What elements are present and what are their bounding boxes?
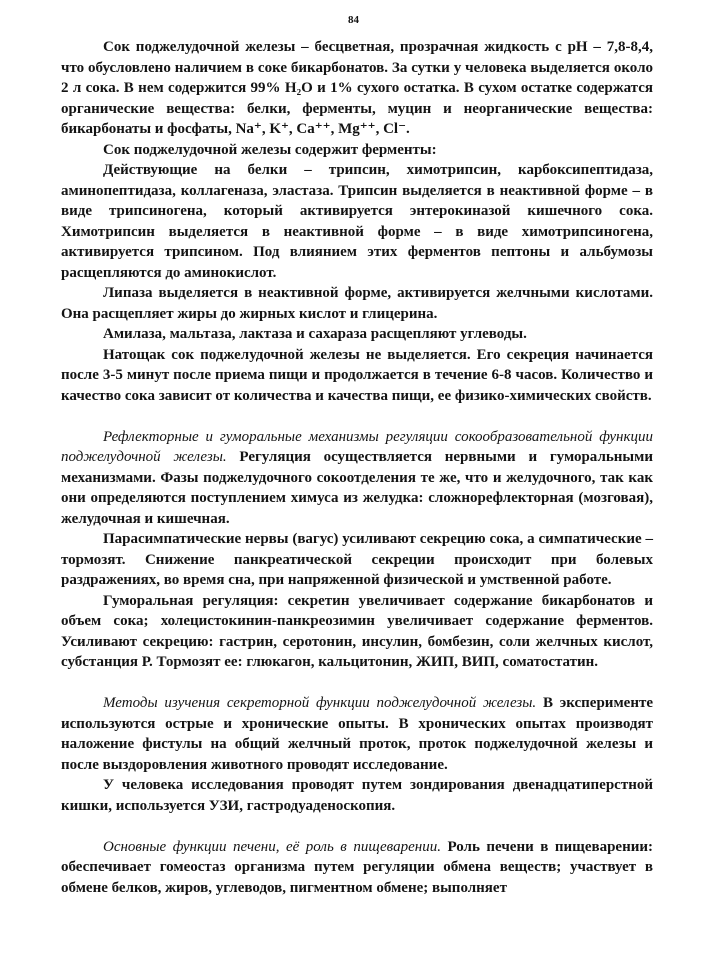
paragraph [61,324,653,345]
paragraph [61,283,653,324]
paragraph [61,37,653,140]
paragraph [61,140,653,161]
section-paragraph [61,693,653,775]
section-heading: Основные функции печени, её роль в пищеварении. [103,838,441,855]
paragraph-text: Сок поджелудочной железы содержит ферменты: [103,141,437,158]
paragraph-text: В эксперименте используются острые и хронические опыты. В хронических опытах производят наложение фистулы на общий желчный проток, проток поджелудочной железы и после выздоровления животного проводят исследование. [61,695,653,773]
paragraph-text: У человека исследования проводят путем зондирования двенадцатиперстной кишки, используется УЗИ, гастродуаденоскопия. [61,777,653,814]
paragraph-text: Липаза выделяется в неактивной форме, активируется желчными кислотами. Она расщепляет жиры до жирных кислот и глицерина. [61,285,653,322]
paragraph-text: Гуморальная регуляция: секретин увеличивает содержание бикарбонатов и объем сока; холецистокинин-панкреозимин увеличивает содержание ферментов. Усиливают секрецию: гастрин, серотонин, инсулин, бомбезин, соли желчных кислот, субстанция Р. Тормозят ее: глюкагон, кальцитонин, ЖИП, ВИП, соматостатин. [61,592,653,670]
paragraph [61,345,653,407]
section-paragraph [61,837,653,899]
paragraph-text: Действующие на белки – трипсин, химотрипсин, карбоксипептидаза, аминопептидаза, коллагеназа, эластаза. Трипсин выделяется в неактивной форме – в виде трипсиногена, который активируется энтерокиназой кишечного сока. Химотрипсин выделяется в неактивной форме – в виде химотрипсиногена, активируется трипсином. Под влиянием этих ферментов пептоны и альбумозы расщепляются до аминокислот. [61,162,653,281]
page-number: 84 [348,14,359,26]
section-paragraph [61,427,653,530]
paragraph [61,529,653,591]
paragraph-text: Амилаза, мальтаза, лактаза и сахараза расщепляют углеводы. [103,326,527,342]
paragraph [61,591,653,673]
paragraph-text: Натощак сок поджелудочной железы не выделяется. Его секреция начинается после 3-5 минут после приема пищи и продолжается в течение 6-8 часов. Количество и качество сока зависит от количества и качества пищи, ее физико-химических свойств. [61,346,653,404]
paragraph-text: Парасимпатические нервы (вагус) усиливают секрецию сока, а симпатические – тормозят. Снижение панкреатической секреции происходит при болевых раздражениях, во время сна, при напряженной физической и умственной работе. [61,531,653,588]
section-heading: Методы изучения секреторной функции поджелудочной железы. [103,695,537,711]
paragraph-text: Регуляция осуществляется нервными и гуморальными механизмами. Фазы поджелудочного сокоотделения те же, что и желудочного, так как они определяются поступлением химуса из желудка: сложнорефлекторная (мозговая), желудочная и кишечная. [61,449,653,527]
section-heading: Рефлекторные и гуморальные механизмы регуляции сокообразовательной функции поджелудочной железы. [61,428,653,465]
document-body [61,37,653,898]
paragraph-text: Сок поджелудочной железы – бесцветная, прозрачная жидкость с pH – 7,8-8,4, что обусловлено наличием в соке бикарбонатов. За сутки у человека выделяется около 2 л сока. В нем содержится 99% H₂O и 1% сухого остатка. В сухом остатке содержатся органические вещества: белки, ферменты, муцин и неорганические вещества: бикарбонаты и фосфаты, Na⁺, K⁺, Ca⁺⁺, Mg⁺⁺, Cl⁻. [61,39,653,137]
paragraph [61,775,653,816]
paragraph [61,160,653,283]
paragraph-text: Роль печени в пищеварении: обеспечивает гомеостаз организма путем регуляции обмена веществ; участвует в обмене белков, жиров, углеводов, пигментном обмене; выполняет [61,838,654,896]
